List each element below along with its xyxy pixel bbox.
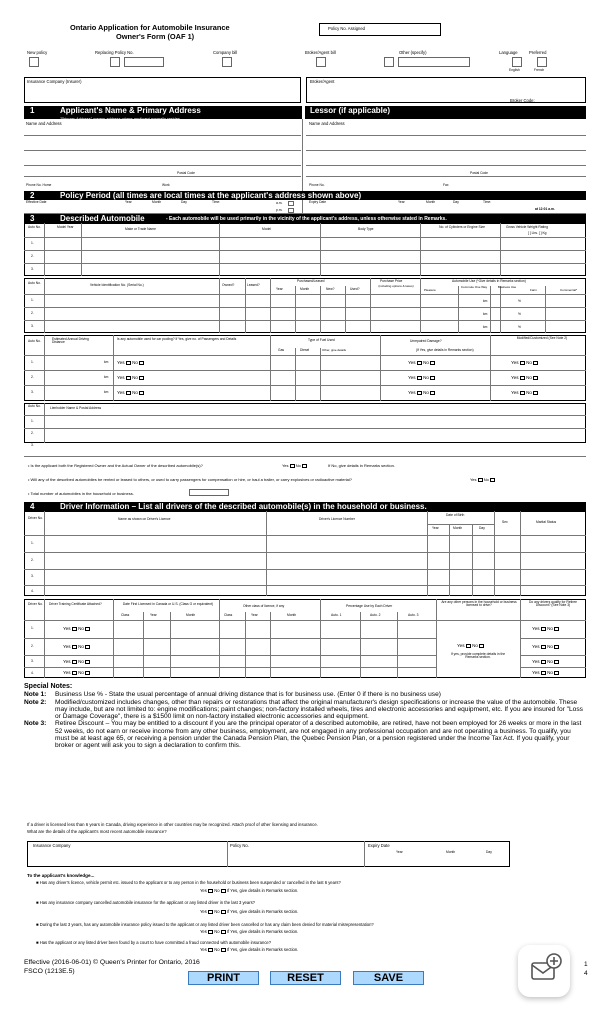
d2-head-training: Driver Training Certificate Attached? (49, 602, 102, 606)
prev-month-label: Month (446, 850, 456, 854)
language-label: Language (499, 50, 518, 55)
lessor-postal-label: Postal Code (470, 171, 488, 175)
t2-head-purchased: Purchased/Leased (297, 279, 325, 283)
lien-row-1: 1. (31, 419, 34, 423)
replacing-checkbox[interactable] (110, 57, 120, 67)
broker-code-label: Broker Code: (510, 98, 535, 103)
no-label: No (547, 644, 553, 649)
yes-label: Yes (511, 360, 519, 365)
yes-label: Yes (200, 909, 207, 914)
prev-policy-label: Policy No. (230, 843, 249, 848)
k1-label: Has any driver's licence, vehicle permit etc. issued to the applicant or to any person in the household or business been suspended or cancelled in the last 6 years? (39, 880, 341, 885)
training-yn-4[interactable] (63, 670, 90, 675)
d2-sub-month2: Month (287, 613, 297, 617)
training-yn-1[interactable] (63, 626, 90, 631)
t2-head-vin: Vehicle Identification No. (Serial No.) (90, 283, 144, 287)
t2-price-sub: (including options & taxes) (378, 284, 414, 288)
exp-year-label: Year (398, 200, 405, 204)
t3-row-1: 1. (31, 360, 34, 364)
t1-row-3: 3. (31, 267, 34, 271)
t1-head-auto: Auto No. (28, 225, 41, 229)
yes-label: Yes (63, 644, 71, 649)
d2-sub-auto3: Auto. 3 (408, 613, 419, 617)
lienholder-label: Lienholder Name & Postal Address (50, 406, 102, 410)
d1-head-dob: Date of Birth (446, 513, 465, 517)
t1-head-cylinders: No. of Cylinders or Engine Size (439, 225, 485, 229)
d2-row-3: 3. (31, 659, 34, 663)
section-1-number: 1 (30, 106, 35, 115)
d1-head-licence: Driver's Licence Number (319, 517, 355, 521)
new-policy-checkbox[interactable] (29, 57, 39, 67)
t2-use-business: Business Use (497, 285, 517, 289)
insurer-label: Insurance Company (Insurer) (27, 79, 82, 84)
d1-head-sex: Sex (502, 520, 508, 524)
household-yn[interactable] (457, 643, 484, 648)
footer-effective: Effective (2016-06-01) © Queen's Printer for Ontario, 2016 (24, 959, 200, 966)
q1b-text: If No, give details in Remarks section. (328, 463, 395, 468)
company-bill-checkbox[interactable] (222, 57, 232, 67)
prev-year-label: Year (396, 850, 403, 854)
training-yn-2[interactable] (63, 644, 90, 649)
other-label: Other (specify) (399, 50, 427, 55)
no-label: No (423, 375, 429, 380)
t1-gvwr-units: [ ] Lbs. [ ] Kg (528, 231, 547, 235)
section-3-title: Described Automobile (60, 214, 145, 223)
q2-yn[interactable] (470, 477, 495, 482)
section-3-subtitle: - Each automobile will be used primarily in the vicinity of the applicant's address, unless otherwise stated in Remarks. (166, 216, 447, 222)
section-1-bar (24, 106, 302, 119)
floating-comment-button[interactable] (518, 945, 570, 997)
t3-row-2: 2. (31, 375, 34, 379)
d2-sub-year2: Year (251, 613, 258, 617)
note-1-text: Business Use % - State the usual percentage of annual driving distance that is for business use. (Enter 0 if there is no business use) (55, 691, 441, 699)
d1-head-name: Name as shown on Driver's Licence (118, 517, 171, 521)
section-4-bar (24, 502, 586, 511)
no-label: No (78, 644, 84, 649)
no-label: No (423, 390, 429, 395)
q1-yn[interactable] (282, 463, 307, 468)
new-policy-label: New policy (27, 50, 48, 55)
yes-label: Yes (408, 390, 416, 395)
eff-month-label: Month (152, 200, 162, 204)
section-2-number: 2 (30, 191, 35, 200)
special-notes (24, 683, 586, 750)
other-checkbox[interactable] (384, 57, 394, 67)
yes-label: Yes (63, 626, 71, 631)
eff-year-label: Year (125, 200, 132, 204)
yes-label: Yes (63, 670, 71, 675)
t1-head-gvwr: Gross Vehicle Weight Rating (506, 225, 548, 229)
french-checkbox[interactable] (537, 57, 547, 67)
t3-fuel-diesel: Diesel (300, 348, 310, 352)
t2-use-pleasure: Pleasure (424, 288, 436, 292)
section-3-number: 3 (30, 214, 35, 223)
t2-sub-month: Month (300, 287, 310, 291)
d1-dob-year: Year (432, 526, 439, 530)
yes-label: Yes (117, 390, 125, 395)
d2-row-4: 4. (31, 671, 34, 675)
t2-head-leased: Leased? (247, 283, 260, 287)
k2-yn[interactable] (200, 909, 298, 914)
t1-head-year: Model Year (57, 225, 74, 229)
no-label: No (214, 947, 220, 952)
note-3-text: Retiree Discount – You may be entitled to a discount if you are the principal operator of a described automobile, are retired, have not been employed for 26 weeks or more in the last 52 weeks, do not earn or receive income from any other business, employment, are not engaged in any professional occupation and are not operating a business. To qualify, you must be at least age 65, or receiving a pension under the Canada Pension Plan, the Quebec Pension Plan, or a pension registered under the Income Tax Act. If you qualify, your broker or agent will ask you to sign a declaration to confirm this. (55, 720, 582, 750)
k2-label: Has any insurance company cancelled automobile insurance for the applicant or any listed driver in the last 3 years? (39, 900, 256, 905)
t3-head-auto: Auto No. (28, 339, 41, 343)
broker-bill-label: Broker/Agent bill (305, 50, 336, 55)
am-label: a.m. (276, 201, 283, 205)
modified-yn-3[interactable] (511, 390, 538, 395)
english-label: English (509, 68, 520, 72)
yes-label: Yes (511, 390, 519, 395)
d2-sub-class2: Class (224, 613, 233, 617)
t2-row-1: 1. (31, 298, 34, 302)
d2-sub-auto2: Auto. 2 (370, 613, 381, 617)
no-label: No (132, 390, 138, 395)
d2-sub-year: Year (150, 613, 157, 617)
note-1-label: Note 1: (24, 691, 47, 699)
t2-use-commute: Commute One Way (460, 285, 488, 289)
no-label: No (547, 626, 553, 631)
note-2 (24, 699, 586, 721)
other-specify-input[interactable] (398, 57, 470, 67)
no-label: No (132, 375, 138, 380)
section-4-title: Driver Information – List all drivers of the described automobile(s) in the household or business. (60, 502, 427, 511)
no-label: No (472, 643, 478, 648)
q3-label: Total number of automobiles in the household or business. (30, 491, 134, 496)
t3-head-damage: Unrepaired Damage? (410, 339, 442, 343)
d1-dob-day: Day (479, 526, 485, 530)
section-4-number: 4 (30, 502, 35, 511)
t1-head-body: Body Type (358, 227, 374, 231)
k4-detail: If Yes, give details in Remarks section. (226, 947, 299, 952)
policy-no-label: Policy No. Assigned (328, 26, 366, 31)
t3-fuel-other: Other, give details (322, 348, 347, 352)
modified-yn-1[interactable] (511, 360, 538, 365)
damage-yn-2[interactable] (408, 375, 435, 380)
k1-text: ■ Has any driver's licence, vehicle permit etc. issued to the applicant or to any person in the household or business been suspended or cancelled in the last 6 years? (36, 880, 341, 885)
retiree-yn-1[interactable] (532, 626, 559, 631)
broker-label: Broker/Agent (310, 79, 335, 84)
recent-insurance-q: What are the details of the applicant's most recent automobile insurance? (27, 829, 167, 834)
yes-label: Yes (532, 626, 540, 631)
t3-row-3: 3. (31, 390, 34, 394)
modified-yn-2[interactable] (511, 375, 538, 380)
q3-text: • Total number of automobiles in the household or business. (28, 491, 134, 496)
yes-label: Yes (200, 929, 207, 934)
carpool-yn-2[interactable] (117, 375, 144, 380)
expiry-date-label: Expiry Date (309, 200, 327, 204)
yes-label: Yes (470, 477, 477, 482)
yes-label: Yes (532, 670, 540, 675)
lien-head-auto: Auto No. (28, 404, 41, 408)
yes-label: Yes (282, 463, 289, 468)
company-bill-label: Company bill (213, 50, 238, 55)
form-subtitle: Owner's Form (OAF 1) (116, 32, 195, 41)
t2-sub-year: Year (276, 287, 283, 291)
d2-head-percent: Percentage Use by Each Driver (346, 604, 393, 608)
k3-text: ■ During the last 3 years, has any automobile insurance policy issued to the applicant or any listed driver been cancelled or has any claim been denied for material misrepresentation? (36, 922, 374, 927)
no-label: No (78, 670, 84, 675)
k3-detail: If Yes, give details in Remarks section. (226, 929, 299, 934)
lessor-phone-label: Phone No. (309, 183, 325, 187)
no-label: No (295, 463, 301, 468)
t2-pct-2: % (518, 312, 521, 316)
yes-label: Yes (117, 375, 125, 380)
licensed-note: If a driver is licensed less than 6 years in Canada, driving experience in other countries may be recognized. Attach proof of other licensing and insurance. (27, 822, 318, 827)
note-3 (24, 720, 586, 749)
at-1201-label: at 12:01 a.m. (535, 207, 555, 211)
yes-label: Yes (408, 360, 416, 365)
page-number: 1 (584, 961, 588, 968)
retiree-yn-4[interactable] (532, 670, 559, 675)
name-address-label: Name and Address (26, 121, 62, 126)
section-2-title: Policy Period (all times are local times at the applicant's address shown above) (60, 191, 362, 200)
effective-date-label: Effective Date (26, 200, 47, 204)
k1-detail: If Yes, give details in Remarks section. (226, 888, 299, 893)
no-label: No (78, 659, 84, 664)
no-label: No (214, 909, 220, 914)
d1-row-2: 2. (31, 558, 34, 562)
t1-head-model: Model (262, 227, 271, 231)
reset-button[interactable]: RESET (270, 971, 341, 985)
yes-label: Yes (200, 888, 207, 893)
note-2-text: Modified/customized includes changes, other than repairs or restorations that affect the original manufacturer's design specifications or increase the value of the automobile. These may include, but are not limited to: engine modifications; paint changes; non-factory installed wheels, tires and electronic accessories and equipment, etc. If you are insured for "Loss or Damage Coverage", there is a $1500 limit on non-factory installed electronic accessories and equipment. (55, 698, 583, 721)
retiree-yn-3[interactable] (532, 659, 559, 664)
footer-code: FSCO (1213E.5) (24, 968, 75, 975)
t2-head-auto: Auto No. (28, 281, 41, 285)
k4-label: Has the applicant or any listed driver been found by a court to have committed a fraud connected with automobile insurance? (39, 940, 272, 945)
t2-head-owned: Owned? (222, 283, 235, 287)
note-2-label: Note 2: (24, 698, 47, 706)
t2-km-3: km (483, 325, 488, 329)
note-1 (24, 691, 586, 698)
yes-label: Yes (200, 947, 207, 952)
t3-head-fuel: Type of Fuel Used (308, 338, 335, 342)
no-label: No (423, 360, 429, 365)
k4-yn[interactable] (200, 947, 298, 952)
household-detail: If yes, provide complete details in the Remarks section. (450, 652, 506, 660)
lessor-title: Lessor (if applicable) (310, 106, 391, 115)
am-checkbox[interactable] (288, 201, 294, 206)
t2-pct-3: % (518, 325, 521, 329)
add-comment-icon (518, 945, 570, 997)
t2-sub-used: Used? (350, 287, 360, 291)
lessor-bar (305, 106, 586, 119)
t2-use-commercial: Commercial* (560, 288, 578, 292)
no-label: No (547, 670, 553, 675)
carpool-yn-3[interactable] (117, 390, 144, 395)
yes-label: Yes (117, 360, 125, 365)
t3-head-distance: Estimated Annual Driving Distance (52, 337, 89, 345)
knowledge-heading: To the applicant's knowledge... (27, 873, 95, 878)
section-1-title: Applicant's Name & Primary Address (60, 106, 201, 115)
d1-row-1: 1. (31, 541, 34, 545)
no-label: No (214, 888, 220, 893)
preferred-label: Preferred (529, 50, 547, 55)
section-3-bar (24, 214, 586, 223)
exp-day-label: Day (453, 200, 459, 204)
t1-head-make: Make or Trade Name (125, 227, 156, 231)
t2-head-price: Purchase Price (380, 279, 403, 283)
t3-head-carpool: Is any automobile used for car pooling? If Yes, give no. of Passengers and Details (117, 337, 237, 341)
broker-bill-checkbox[interactable] (316, 57, 326, 67)
t2-row-2: 2. (31, 311, 34, 315)
t2-use-farm: Farm (530, 288, 537, 292)
no-label: No (526, 360, 532, 365)
training-yn-3[interactable] (63, 659, 90, 664)
page-total: 4 (584, 970, 588, 977)
d2-sub-class: Class (121, 613, 130, 617)
d2-head-other-class: Other class of licence, if any (243, 604, 285, 608)
total-autos-input[interactable] (189, 489, 229, 496)
section-2-bar (24, 191, 586, 200)
yes-label: Yes (532, 644, 540, 649)
postal-code-label: Postal Code (177, 171, 195, 175)
yes-label: Yes (532, 659, 540, 664)
k2-detail: If Yes, give details in Remarks section. (226, 909, 299, 914)
french-label: French (534, 68, 545, 72)
k4-text: ■ Has the applicant or any listed driver been found by a court to have committed a fraud connected with automobile insurance? (36, 940, 272, 945)
yes-label: Yes (511, 375, 519, 380)
t3-fuel-gas: Gas (278, 348, 285, 352)
d2-row-1: 1. (31, 626, 34, 630)
no-label: No (547, 659, 553, 664)
damage-yn-3[interactable] (408, 390, 435, 395)
t3-km-3: km (104, 390, 109, 394)
english-checkbox[interactable] (512, 57, 522, 67)
retiree-yn-2[interactable] (532, 644, 559, 649)
exp-month-label: Month (426, 200, 436, 204)
note-3-label: Note 3: (24, 720, 47, 728)
lien-row-2: 2. (31, 431, 34, 435)
save-button[interactable]: SAVE (353, 971, 424, 985)
replacing-label: Replacing Policy No. (95, 50, 134, 55)
replacing-policy-input[interactable] (124, 57, 164, 67)
eff-time-label: Time: (212, 200, 221, 204)
no-label: No (214, 929, 220, 934)
eff-day-label: Day (181, 200, 187, 204)
broker-box (306, 77, 586, 103)
no-label: No (78, 626, 84, 631)
q1-text: • Is the applicant both the Registered Owner and the Actual Owner of the described automobile(s)? (28, 463, 203, 468)
prev-expiry-label: Expiry Date (368, 843, 390, 848)
d2-sub-month: Month (186, 613, 196, 617)
d2-head-first-licensed: Date First Licensed in Canada or U.S. (Class G or equivalent) (122, 602, 214, 606)
t2-km-2: km (483, 312, 488, 316)
t3-km-2: km (104, 375, 109, 379)
k3-yn[interactable] (200, 929, 298, 934)
t3-km-1: km (104, 360, 109, 364)
prev-company-label: Insurance Company (33, 843, 71, 848)
no-label: No (526, 375, 532, 380)
lessor-name-address-label: Name and Address (309, 121, 345, 126)
t3-head-modified: Modified/Customized (See Note 2) (516, 336, 568, 340)
lessor-fax-label: Fax (443, 183, 449, 187)
k2-text: ■ Has any insurance company cancelled automobile insurance for the applicant or any listed driver in the last 3 years? (36, 900, 256, 905)
d1-head-driver: Driver No. (28, 516, 43, 520)
pm-label: p.m. (276, 208, 283, 212)
t2-row-3: 3. (31, 324, 34, 328)
t1-row-1: 1. (31, 241, 34, 245)
q2-label: Will any of the described automobiles be rented or leased to others, or used to carry passengers for compensation or hire, or haul a trailer, or carry explosives or radioactive material? (30, 477, 353, 482)
k3-label: During the last 3 years, has any automobile insurance policy issued to the applicant or any listed driver been cancelled or has any claim been denied for material misrepresentation? (39, 922, 374, 927)
section-1-subtitle: "Primary Address" means address where applicant normally resides. (60, 116, 182, 121)
t2-head-use: Automobile Use (*Give details in Remarks section) (452, 279, 526, 283)
yes-label: Yes (457, 643, 465, 648)
t2-sub-new: New? (326, 287, 335, 291)
yes-label: Yes (63, 659, 71, 664)
d1-head-marital: Marital Status (536, 520, 557, 524)
d1-row-4: 4. (31, 589, 34, 593)
prev-day-label: Day (486, 850, 492, 854)
d2-row-2: 2. (31, 644, 34, 648)
special-notes-heading: Special Notes: (24, 683, 73, 690)
q1-label: Is the applicant both the Registered Owner and the Actual Owner of the described automobile(s)? (30, 463, 203, 468)
yes-label: Yes (408, 375, 416, 380)
t1-row-2: 2. (31, 254, 34, 258)
carpool-yn-1[interactable] (117, 360, 144, 365)
d2-head-household: Are any other persons in the household or business licensed to drive? (441, 600, 517, 608)
no-label: No (483, 477, 489, 482)
print-button[interactable]: PRINT (188, 971, 259, 985)
d1-row-3: 3. (31, 574, 34, 578)
phone-home-label: Phone No. Home (26, 183, 52, 187)
d2-head-retiree: Do any drivers qualify for Retiree Discount? (See Note 3) (528, 600, 577, 608)
d2-sub-auto1: Auto. 1 (331, 613, 342, 617)
no-label: No (526, 390, 532, 395)
t2-km-1: km (483, 299, 488, 303)
t3-damage-sub: (If Yes, give details in Remarks section) (416, 348, 474, 352)
phone-work-label: Work (162, 183, 170, 187)
form-title: Ontario Application for Automobile Insurance (70, 23, 230, 32)
no-label: No (132, 360, 138, 365)
q2-text: • Will any of the described automobiles be rented or leased to others, or used to carry passengers for compensation or hire, or haul a trailer, or carry explosives or radioactive material? (28, 477, 353, 482)
k1-yn[interactable] (200, 888, 298, 893)
damage-yn-1[interactable] (408, 360, 435, 365)
d1-dob-month: Month (453, 526, 463, 530)
t2-pct-1: % (518, 299, 521, 303)
exp-time-label: Time: (483, 200, 492, 204)
d2-head-driver: Driver No. (28, 602, 43, 606)
lien-row-3: 3. (31, 443, 34, 447)
